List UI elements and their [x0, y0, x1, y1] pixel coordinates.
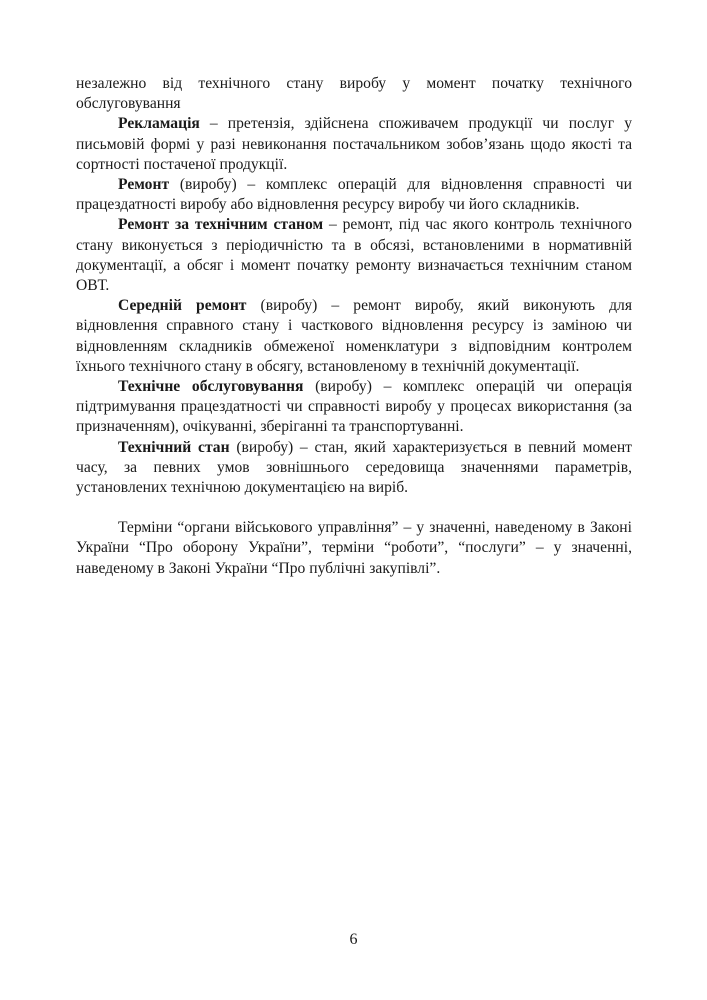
terms-note-paragraph: Терміни “органи військового управління” – у значенні, наведеному в Законі України “Про оборону України”, терміни “роботи”, “послуги” – у значенні, наведеному в Законі України “Про публічні закупівлі”. [76, 519, 632, 577]
document-body [76, 74, 632, 579]
definition-text: (виробу) – ремонт виробу, який виконують для відновлення справного стану і часткового відновлення ресурсу із заміною чи відновленням складників обмеженої номенклатури з відповідним контролем їхнього технічного стану в обсягу, встановленому в технічній документації. [76, 297, 632, 375]
definition-term: Рекламація [118, 115, 200, 133]
definition-term: Середній ремонт [118, 297, 247, 315]
definition-term: Технічний стан [118, 438, 230, 456]
definition-text: (виробу) – комплекс операцій чи операція підтримування працездатності чи справності виробу у процесах використання (за призначенням), очікуванні, зберіганні та транспортуванні. [76, 378, 632, 436]
definition-remont [76, 175, 632, 215]
definition-term: Ремонт за технічним станом [118, 216, 324, 234]
definition-text: – ремонт, під час якого контроль технічного стану виконується з періодичністю та в обсязі, встановленими в нормативній документації, а обсяг і момент початку ремонту визначається технічним станом ОВТ. [76, 216, 632, 295]
definition-text: – претензія, здійснена споживачем продукції чи послуг у письмовій формі у разі невиконання постачальником зобов’язань щодо якості та сортності постаченої продукції. [76, 115, 632, 173]
definition-remont-za-stanom [76, 215, 632, 296]
paragraph-text: незалежно від технічного стану виробу у момент початку технічного обслуговування [76, 75, 632, 113]
definition-serednii-remont [76, 296, 632, 377]
definition-text: (виробу) – стан, який характеризується в певний момент часу, за певних умов зовнішнього середовища значеннями параметрів, установлених технічною документацією на виріб. [76, 438, 632, 497]
paragraph-spacer [76, 498, 632, 518]
page-number: 6 [349, 931, 358, 948]
definition-tekhnichne-obsluhovuvannia [76, 377, 632, 438]
paragraph-continuation [76, 74, 632, 114]
definition-tekhnichnyi-stan [76, 438, 632, 499]
definition-term: Технічне обслуговування [118, 378, 304, 396]
definition-term: Ремонт [118, 176, 170, 194]
definition-reklamatsiia [76, 114, 632, 175]
definition-text: (виробу) – комплекс операцій для відновлення справності чи працездатності виробу або відновлення ресурсу виробу чи його складників. [76, 176, 632, 214]
